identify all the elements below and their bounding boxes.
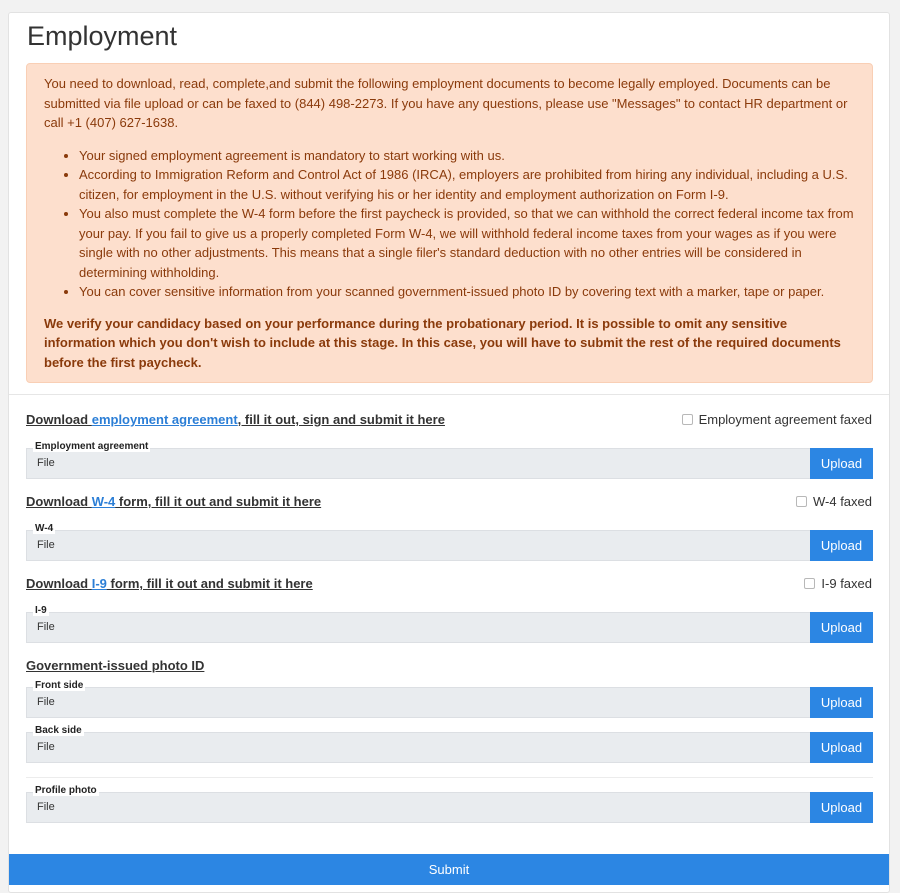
agreement-heading-suffix: , fill it out, sign and submit it here: [237, 412, 445, 427]
front-side-file-input[interactable]: [26, 687, 811, 718]
file-placeholder: File: [37, 539, 55, 551]
profile-photo-file-input[interactable]: [26, 792, 811, 823]
agreement-heading: [26, 412, 445, 427]
divider: [9, 394, 889, 395]
submit-button[interactable]: Submit: [9, 854, 889, 885]
w4-field-label: W-4: [35, 523, 54, 534]
agreement-faxed-checkbox[interactable]: [682, 412, 872, 427]
file-placeholder: File: [37, 801, 55, 813]
checkbox-box[interactable]: [796, 496, 807, 507]
info-alert: [26, 63, 873, 383]
agreement-heading-prefix: Download: [26, 412, 92, 427]
employment-card: [8, 12, 890, 893]
alert-bullet: • Your signed employment agreement is mandatory to start working with us.: [79, 146, 855, 166]
w4-heading: [26, 494, 321, 509]
i9-heading-suffix: form, fill it out and submit it here: [106, 576, 313, 591]
agreement-file-input[interactable]: [26, 448, 811, 479]
profile-photo-upload-button[interactable]: Upload: [810, 792, 873, 823]
file-placeholder: File: [37, 741, 55, 753]
w4-heading-prefix: Download: [26, 494, 92, 509]
w4-heading-suffix: form, fill it out and submit it here: [115, 494, 322, 509]
i9-link[interactable]: I-9: [91, 576, 107, 591]
divider: [26, 777, 873, 778]
front-side-field-label: Front side: [35, 680, 84, 691]
alert-bullet-list: [44, 146, 855, 302]
w4-faxed-label: W-4 faxed: [812, 494, 872, 509]
checkbox-box[interactable]: [804, 578, 815, 589]
i9-heading-prefix: Download: [26, 576, 92, 591]
alert-bullet: • According to Immigration Reform and Control Act of 1986 (IRCA), employers are prohibited from hiring any individual, including a U.S. citizen, for employment in the U.S. without verifying his or her identity and employment authorization on Form I-9.: [79, 165, 855, 204]
i9-file-input[interactable]: [26, 612, 811, 643]
i9-faxed-label: I-9 faxed: [821, 576, 872, 591]
back-side-upload-button[interactable]: Upload: [810, 732, 873, 763]
agreement-upload-button[interactable]: Upload: [810, 448, 873, 479]
i9-field-label: I-9: [35, 605, 47, 616]
employment-agreement-link[interactable]: employment agreement: [91, 412, 238, 427]
alert-bullet: • You can cover sensitive information from your scanned government-issued photo ID by covering text with a marker, tape or paper.: [79, 282, 855, 302]
alert-note: We verify your candidacy based on your performance during the probationary period. It is possible to omit any sensitive information which you don't wish to include at this stage. In this case, you will have to submit the rest of the required documents before the first paycheck.: [44, 315, 841, 370]
i9-heading: [26, 576, 313, 591]
agreement-field-label: Employment agreement: [35, 441, 149, 452]
alert-intro: You need to download, read, complete,and submit the following employment documents to become legally employed. Documents can be submitted via file upload or can be faxed to (844) 498-2273. If you have any questions, please use "Messages" to contact HR department or call +1 (407) 627-1638.: [44, 76, 848, 130]
page-title: Employment: [27, 21, 178, 51]
file-placeholder: File: [37, 696, 55, 708]
front-side-upload-button[interactable]: Upload: [810, 687, 873, 718]
photo-id-heading: Government-issued photo ID: [26, 658, 205, 673]
i9-upload-button[interactable]: Upload: [810, 612, 873, 643]
i9-faxed-checkbox[interactable]: [804, 576, 872, 591]
agreement-faxed-label: Employment agreement faxed: [698, 412, 872, 427]
file-placeholder: File: [37, 621, 55, 633]
w4-link[interactable]: W-4: [91, 494, 116, 509]
file-placeholder: File: [37, 457, 55, 469]
back-side-file-input[interactable]: [26, 732, 811, 763]
w4-upload-button[interactable]: Upload: [810, 530, 873, 561]
back-side-field-label: Back side: [35, 725, 82, 736]
checkbox-box[interactable]: [682, 414, 693, 425]
profile-photo-field-label: Profile photo: [35, 785, 97, 796]
alert-bullet: • You also must complete the W-4 form before the first paycheck is provided, so that we can withhold the correct federal income tax from your pay. If you fail to give us a properly completed Form W-4, we will withhold federal income taxes from your wages as if you were single with no other adjustments. This means that a single filer's standard deduction with no other entries will be considered in determining withholding.: [79, 204, 855, 282]
w4-file-input[interactable]: [26, 530, 811, 561]
w4-faxed-checkbox[interactable]: [796, 494, 872, 509]
